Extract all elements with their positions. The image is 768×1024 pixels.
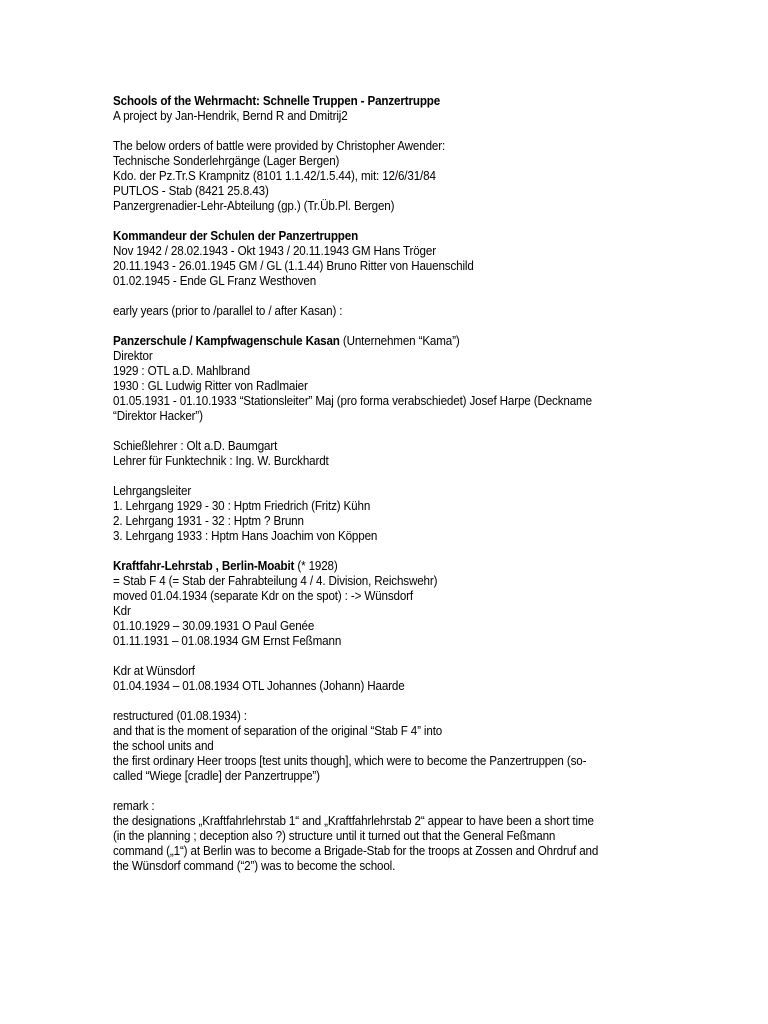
remark-line: the Wünsdorf command (“2”) was to become the school. — [113, 859, 396, 873]
kasan-line: 1929 : OTL a.D. Mahlbrand — [113, 364, 250, 378]
kraftfahr-line: Kdr — [113, 604, 131, 618]
intro-line: PUTLOS - Stab (8421 25.8.43) — [113, 184, 269, 198]
kraftfahr-line: 01.11.1931 – 01.08.1934 GM Ernst Feßmann — [113, 634, 342, 648]
wuensdorf-line: 01.04.1934 – 01.08.1934 OTL Johannes (Johann) Haarde — [113, 679, 405, 693]
section-heading: Kommandeur der Schulen der Panzertruppen — [113, 229, 359, 243]
early-years-text: early years (prior to /parallel to / after Kasan) : — [113, 304, 343, 318]
intro-section — [113, 139, 620, 214]
kommandeur-line: 01.02.1945 - Ende GL Franz Westhoven — [113, 274, 317, 288]
page-title: Schools of the Wehrmacht: Schnelle Truppen - Panzertruppe — [113, 94, 441, 108]
lehrer-line: Schießlehrer : Olt a.D. Baumgart — [113, 439, 278, 453]
lehrgang-line: 3. Lehrgang 1933 : Hptm Hans Joachim von Köppen — [113, 529, 378, 543]
lehrgang-line: 2. Lehrgang 1931 - 32 : Hptm ? Brunn — [113, 514, 304, 528]
remark-line: the designations „Kraftfahrlehrstab 1“ and „Kraftfahrlehrstab 2“ appear to have been a short time — [113, 814, 594, 828]
section-heading: Panzerschule / Kampfwagenschule Kasan (Unternehmen “Kama”) — [113, 334, 460, 348]
kommandeur-line: 20.11.1943 - 26.01.1945 GM / GL (1.1.44) Bruno Ritter von Hauenschild — [113, 259, 474, 273]
kraftfahr-line: 01.10.1929 – 30.09.1931 O Paul Genée — [113, 619, 315, 633]
kraftfahr-line: moved 01.04.1934 (separate Kdr on the spot) : -> Wünsdorf — [113, 589, 413, 603]
intro-line: The below orders of battle were provided by Christopher Awender: — [113, 139, 446, 153]
restructured-line: the first ordinary Heer troops [test units though], which were to become the Panzertruppen (so- — [113, 754, 587, 768]
lehrgang-line: Lehrgangsleiter — [113, 484, 192, 498]
restructured-line: called “Wiege [cradle] der Panzertruppe”) — [113, 769, 320, 783]
kasan-line: 01.05.1931 - 01.10.1933 “Stationsleiter” Maj (pro forma verabschiedet) Josef Harpe (Deckname — [113, 394, 592, 408]
intro-line: Technische Sonderlehrgänge (Lager Bergen) — [113, 154, 340, 168]
kasan-line: Direktor — [113, 349, 153, 363]
wuensdorf-line: Kdr at Wünsdorf — [113, 664, 195, 678]
kommandeur-line: Nov 1942 / 28.02.1943 - Okt 1943 / 20.11.1943 GM Hans Tröger — [113, 244, 436, 258]
restructured-line: the school units and — [113, 739, 214, 753]
restructured-line: restructured (01.08.1934) : — [113, 709, 247, 723]
remark-line: remark : — [113, 799, 155, 813]
remark-line: (in the planning ; deception also ?) structure until it turned out that the General Feßmann — [113, 829, 556, 843]
restructured-line: and that is the moment of separation of the original “Stab F 4” into — [113, 724, 443, 738]
kasan-line: 1930 : GL Ludwig Ritter von Radlmaier — [113, 379, 308, 393]
byline: A project by Jan-Hendrik, Bernd R and Dmitrij2 — [113, 109, 348, 123]
section-heading: Kraftfahr-Lehrstab , Berlin-Moabit (* 1928) — [113, 559, 338, 573]
kasan-section — [113, 334, 620, 544]
lehrgang-line: 1. Lehrgang 1929 - 30 : Hptm Friedrich (Fritz) Kühn — [113, 499, 371, 513]
intro-line: Panzergrenadier-Lehr-Abteilung (gp.) (Tr.Üb.Pl. Bergen) — [113, 199, 395, 213]
kraftfahr-section — [113, 559, 620, 874]
kommandeur-section — [113, 229, 620, 289]
document-body — [113, 94, 620, 874]
remark-line: command („1“) at Berlin was to become a Brigade-Stab for the troops at Zossen and Ohrdruf and — [113, 844, 599, 858]
kraftfahr-line: = Stab F 4 (= Stab der Fahrabteilung 4 / 4. Division, Reichswehr) — [113, 574, 438, 588]
kasan-line: “Direktor Hacker”) — [113, 409, 203, 423]
intro-line: Kdo. der Pz.Tr.S Krampnitz (8101 1.1.42/1.5.44), mit: 12/6/31/84 — [113, 169, 436, 183]
lehrer-line: Lehrer für Funktechnik : Ing. W. Burckhardt — [113, 454, 329, 468]
